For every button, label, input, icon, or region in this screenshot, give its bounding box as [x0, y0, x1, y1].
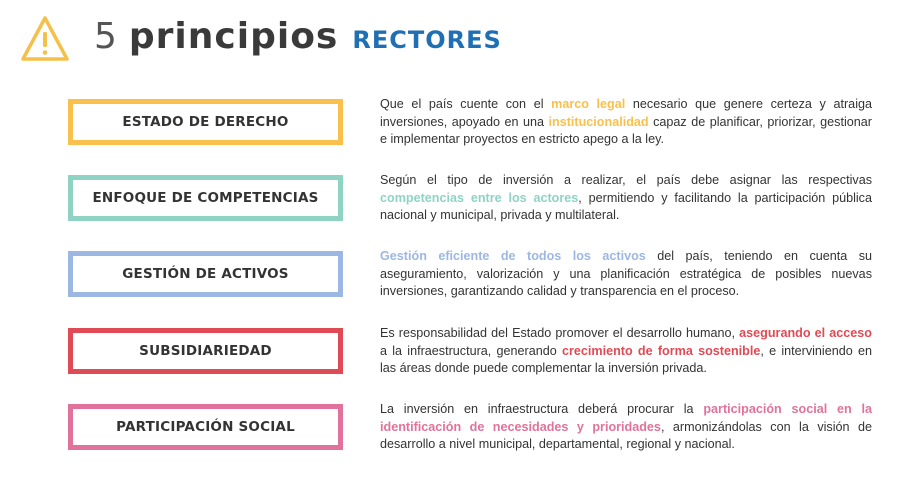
header: [20, 14, 880, 70]
description-text: necesario que genere certeza y atraiga inversiones, apoyado en una: [380, 97, 872, 129]
highlight-text: institucionalidad: [548, 114, 649, 129]
title-subtitle: RECTORES: [352, 26, 502, 54]
principle-description: [380, 172, 872, 225]
description-text: Es responsabilidad del Estado promover el desarrollo humano,: [380, 326, 740, 340]
principle-description: [380, 96, 872, 149]
highlight-text: crecimiento de forma sostenible: [561, 343, 761, 358]
description-text: capaz de planificar, priorizar, gestionar e implementar proyectos en estricto apego a la ley.: [380, 114, 872, 146]
highlight-text: competencias entre los actores: [380, 190, 579, 205]
description-text: , armonizándolas con la visión de desarrollo a nivel municipal, departamental, regional y nacional.: [380, 419, 872, 451]
description-text: Según el tipo de inversión a realizar, el país debe asignar las respectivas: [380, 173, 872, 187]
principle-box: [68, 328, 343, 374]
title-main: principios: [128, 16, 339, 57]
description-text: , e interviniendo en las áreas donde puede complementar la inversión privada.: [380, 343, 872, 375]
principle-description: [380, 248, 872, 301]
principle-label: ENFOQUE DE COMPETENCIAS: [92, 190, 319, 206]
principle-box: [68, 99, 343, 145]
page-title: [94, 16, 502, 57]
principle-box: [68, 175, 343, 221]
principle-participacion-social: [68, 404, 872, 456]
highlight-text: Gestión eficiente de todos los activos: [380, 249, 646, 263]
principle-description: [380, 325, 872, 378]
warning-triangle-icon: [20, 14, 70, 64]
description-text: Que el país cuente con el: [380, 97, 552, 111]
highlight-text: marco legal: [551, 97, 626, 111]
principle-label: PARTICIPACIÓN SOCIAL: [116, 419, 295, 435]
principle-label: ESTADO DE DERECHO: [122, 114, 289, 130]
highlight-text: asegurando el acceso: [739, 326, 872, 340]
principle-box: [68, 404, 343, 450]
principle-box: [68, 251, 343, 297]
title-number: 5: [94, 16, 117, 57]
principle-subsidiariedad: [68, 328, 872, 380]
description-text: a la infraestructura, generando: [380, 343, 562, 358]
principle-estado-de-derecho: [68, 99, 872, 151]
principle-label: GESTIÓN DE ACTIVOS: [122, 266, 289, 282]
description-text: La inversión en infraestructura deberá procurar la: [380, 402, 704, 416]
description-text: , permitiendo y facilitando la participación pública nacional y municipal, privada y multilateral.: [380, 190, 872, 222]
principle-label: SUBSIDIARIEDAD: [139, 343, 272, 359]
highlight-text: participación social en la identificación de necesidades y prioridades: [380, 402, 872, 434]
principle-gestion-de-activos: [68, 251, 872, 303]
principle-description: [380, 401, 872, 454]
description-text: del país, teniendo en cuenta su aseguramiento, valorización y una planificación estratégica de posibles nuevas inversiones, garantizando calidad y transparencia en el proceso.: [380, 249, 873, 298]
principle-enfoque-de-competencias: [68, 175, 872, 227]
